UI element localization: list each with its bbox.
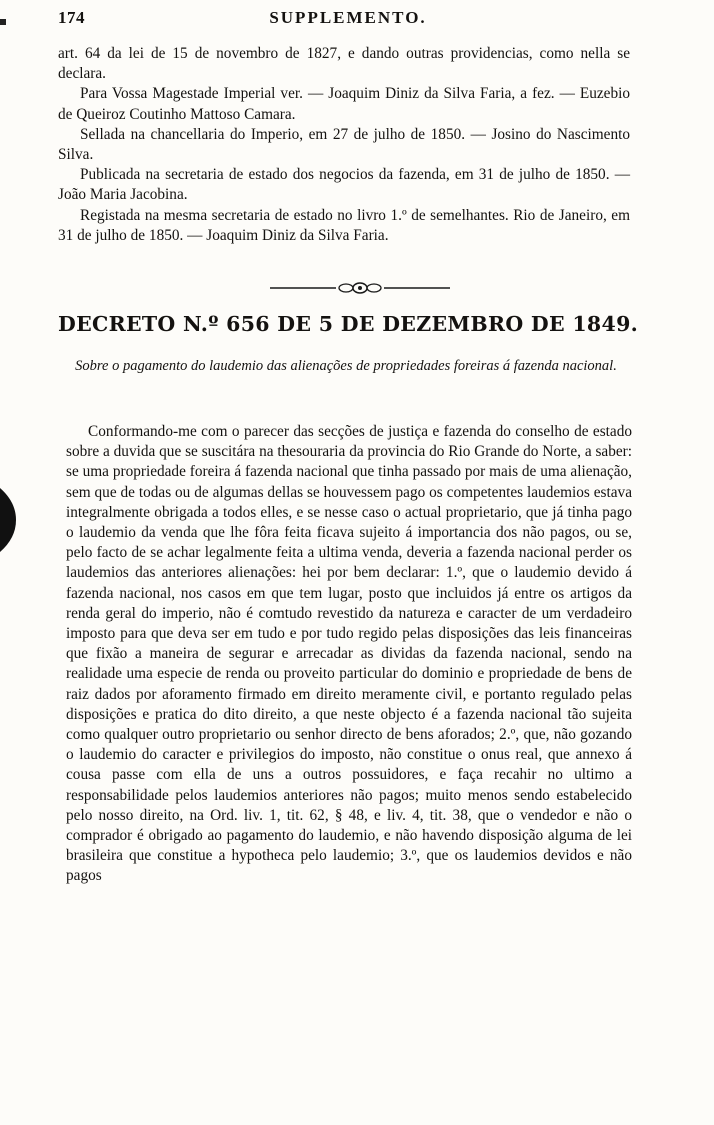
corner-ink-mark — [0, 10, 6, 16]
paragraph: Registada na mesma secretaria de estado no livro 1.º de semelhantes. Rio de Janeiro, em 31 de julho de 1850. — Joaquim Diniz da Silva Faria. — [58, 206, 630, 244]
ornamental-rule-icon — [270, 280, 450, 296]
decree-body — [66, 422, 632, 887]
decree-title: DECRETO N.º 656 DE 5 DE DEZEMBRO DE 1849. — [58, 312, 639, 336]
paragraph: Para Vossa Magestade Imperial ver. — Joaquim Diniz da Silva Faria, a fez. — Euzebio de Queiroz Coutinho Mattoso Camara. — [58, 85, 630, 123]
running-title: SUPPLEMENTO. — [269, 8, 427, 27]
decree-subtitle: Sobre o pagamento do laudemio das alienações de propriedades foreiras á fazenda nacional. — [75, 358, 617, 374]
paragraph: Publicada na secretaria de estado dos negocios da fazenda, em 31 de julho de 1850. — João Maria Jacobina. — [58, 166, 630, 204]
page-number: 174 — [58, 8, 85, 27]
preceding-act-ending — [58, 44, 630, 246]
paragraph: Sellada na chancellaria do Imperio, em 27 de julho de 1850. — Josino do Nascimento Silva. — [58, 125, 630, 164]
page-edge-shadow — [0, 488, 18, 552]
paragraph: art. 64 da lei de 15 de novembro de 1827, e dando outras providencias, como nella se declara. — [58, 45, 630, 83]
paragraph: Conformando-me com o parecer das secções de justiça e fazenda do conselho de estado sobre a duvida que se suscitára na thesouraria da provincia do Rio Grande do Norte, a saber: se uma propriedade foreira á fazenda nacional que tinha passado por mais de uma alienação, sem que de todas ou de algumas dellas se houvessem pago os competentes laudemios estava integralmente obrigada a todos elles, e se nesse caso o actual proprietario, que já tinha pago o laudemio da venda que lhe fôra feita ficava sujeito á importancia dos não pagos, ou se, pelo facto de se achar legalmente feita a ultima venda, deveria a fazenda nacional perder os laudemios das anteriores alienações: hei por bem declarar: 1.º, que o laudemio devido á fazenda nacional, nos casos em que tem lugar, posto que incluidos já entre os artigos da renda geral do imperio, não é comtudo revestido da natureza e caracter de um verdadeiro imposto para que deva ser em tudo e por tudo regido pelas disposições das leis financeiras que fixão a maneira de segurar e arrecadar as dividas da fazenda nacional, sendo na realidade uma especie de renda ou proveito particular do dominio e propriedade de bens de raiz dados por aforamento firmado em direito meramente civil, e portanto regulado pelas disposições e pratica do dito direito, a que neste objecto é a fazenda nacional tão sujeita como qualquer outro proprietario ou senhor directo de bens aforados; 2.º, que, não gozando o laudemio do caracter e privilegios do imposto, não constitue o onus real, que annexo á cousa passe com ella de uns a outros possuidores, e faça recahir no ultimo a responsabilidade pelos laudemios anteriores não pagos; muito menos sendo estabelecido pelo nosso direito, na Ord. liv. 1, tit. 62, § 48, e liv. 4, tit. 38, que o vendedor e não o comprador é obrigado ao pagamento do laudemio, e não havendo disposição alguma de lei brasileira que constitue a hypotheca pelo laudemio; 3.º, que os laudemios devidos e não pagos — [66, 423, 632, 885]
running-header — [58, 8, 638, 34]
